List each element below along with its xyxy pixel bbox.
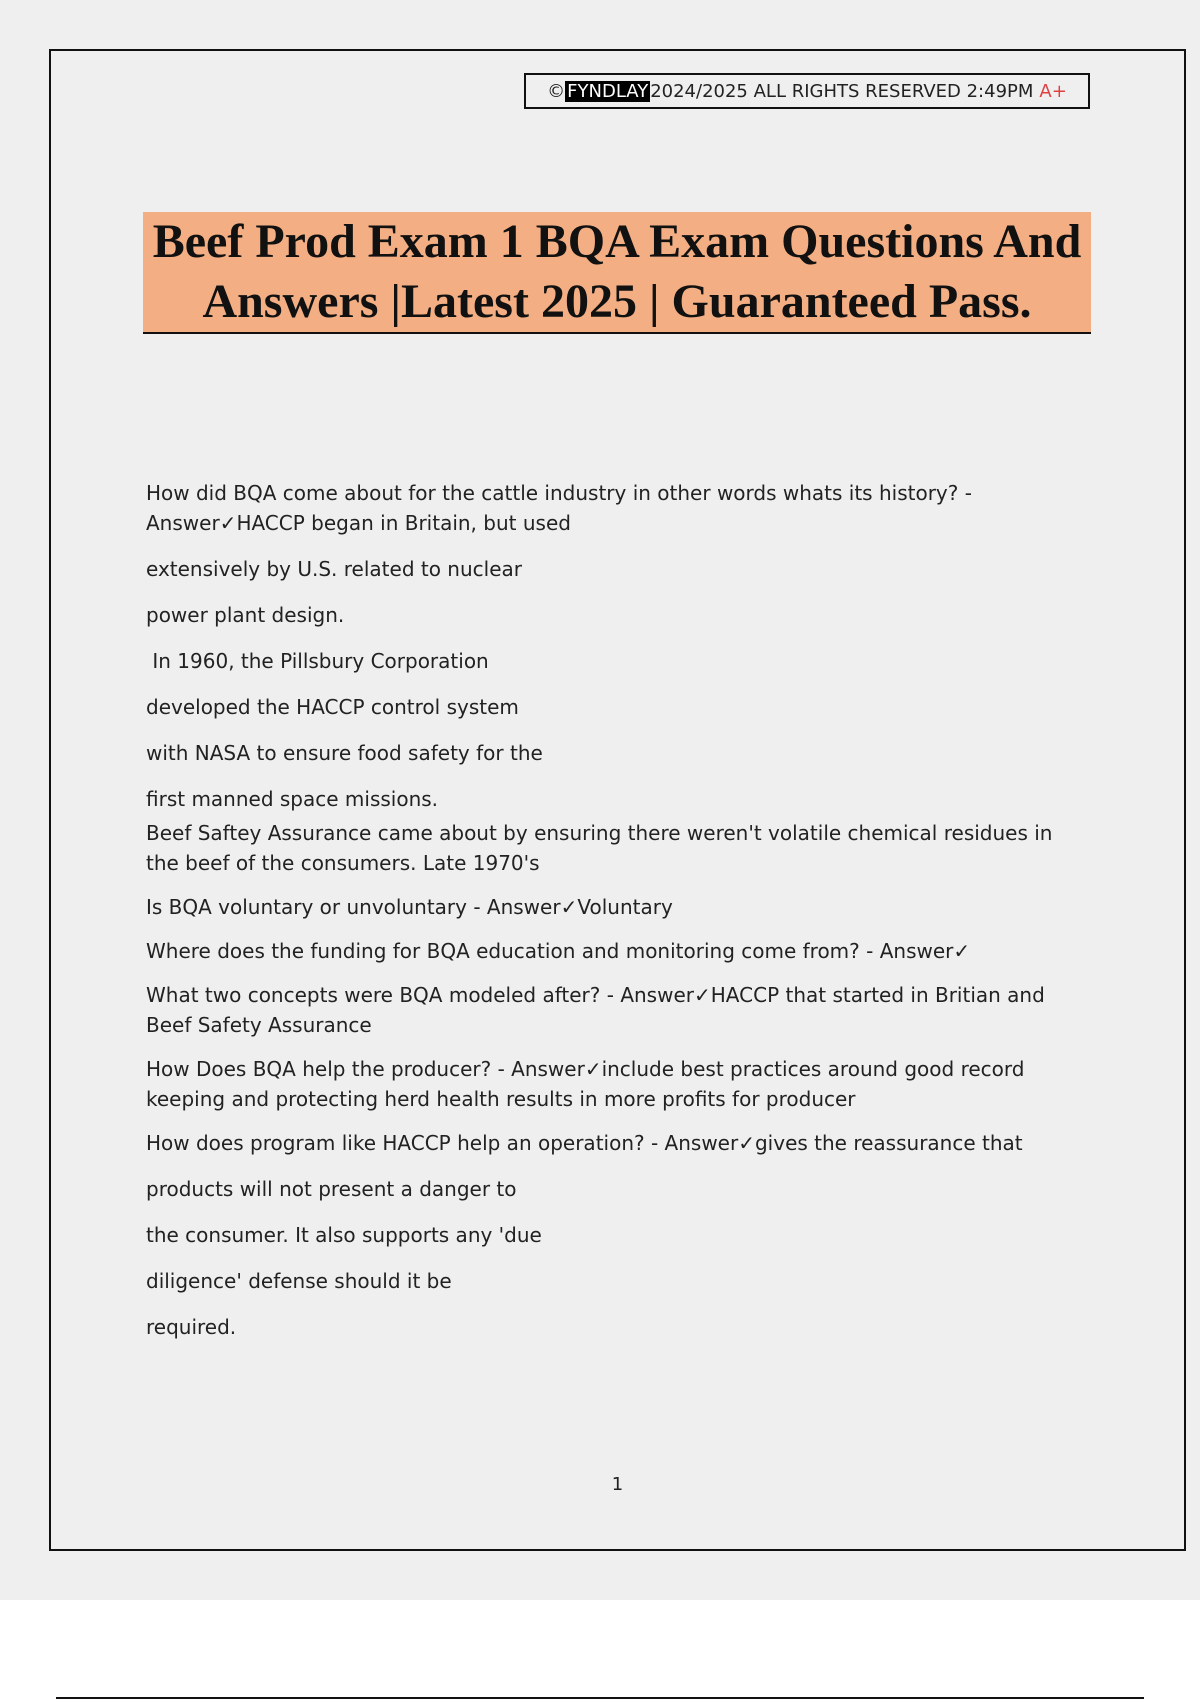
q1-line-1: How did BQA come about for the cattle industry in other words whats its history? - — [146, 481, 972, 505]
q1-answer-start: HACCP began in Britain, but used — [236, 511, 571, 535]
copyright-symbol: © — [547, 80, 566, 102]
question-1-text — [146, 478, 1096, 538]
brand-label: FYNDLAY — [567, 80, 649, 102]
q4-answer: HACCP that started in Britian and Beef Safety Assurance — [146, 983, 1045, 1037]
checkmark-icon: ✓ — [219, 511, 237, 535]
checkmark-icon: ✓ — [584, 1057, 602, 1081]
q6-line-3: the consumer. It also supports any 'due — [146, 1223, 542, 1247]
q2-answer: Voluntary — [577, 895, 673, 919]
q1-line-6: developed the HACCP control system — [146, 695, 519, 719]
checkmark-icon: ✓ — [560, 895, 578, 919]
document-title-band — [143, 212, 1091, 334]
question-3-text — [146, 936, 1096, 966]
q1-line-3: extensively by U.S. related to nuclear — [146, 557, 522, 581]
page-number: 1 — [611, 1474, 624, 1495]
grade-badge: A+ — [1039, 80, 1067, 102]
question-5-text — [146, 1054, 1046, 1114]
q6-line-5: required. — [146, 1315, 237, 1339]
q1-line-8: first manned space missions. — [146, 787, 439, 811]
q5-question: How Does BQA help the producer? - Answer — [146, 1057, 585, 1081]
q5-answer: include best practices around good record keeping and protecting herd health results in more profits for producer — [146, 1057, 1025, 1111]
q6-line-4: diligence' defense should it be — [146, 1269, 452, 1293]
question-2-text — [146, 892, 1096, 922]
title-line-2: Answers |Latest 2025 | Guaranteed Pass. — [202, 275, 1032, 328]
question-4-text — [146, 980, 1096, 1040]
q2-question: Is BQA voluntary or unvoluntary - Answer — [146, 895, 561, 919]
q1-line-4: power plant design. — [146, 603, 345, 627]
document-title — [153, 212, 1082, 332]
q6-line-2: products will not present a danger to — [146, 1177, 517, 1201]
checkmark-icon: ✓ — [738, 1131, 755, 1155]
q4-question: What two concepts were BQA modeled after? - Answer — [146, 983, 694, 1007]
question-6-text — [146, 1128, 1096, 1158]
checkmark-icon: ✓ — [694, 983, 711, 1007]
q6-question: How does program like HACCP help an operation? - Answer — [146, 1131, 739, 1155]
q1-line-7: with NASA to ensure food safety for the — [146, 741, 543, 765]
q1-line-5: In 1960, the Pillsbury Corporation — [146, 649, 489, 673]
q1-line-9: Beef Saftey Assurance came about by ensuring there weren't volatile chemical residues in the beef of the consumers. Late 1970's — [146, 821, 1053, 875]
copyright-text: 2024/2025 ALL RIGHTS RESERVED 2:49PM — [650, 80, 1034, 102]
q1-answer-label: Answer — [146, 511, 220, 535]
title-line-1: Beef Prod Exam 1 BQA Exam Questions And — [152, 215, 1082, 268]
document-body — [146, 478, 1096, 1358]
next-page-divider — [56, 1697, 1144, 1699]
copyright-banner — [524, 73, 1090, 109]
checkmark-icon: ✓ — [953, 939, 971, 963]
q6-answer-start: gives the reassurance that — [754, 1131, 1023, 1155]
q3-question: Where does the funding for BQA education and monitoring come from? - Answer — [146, 939, 954, 963]
